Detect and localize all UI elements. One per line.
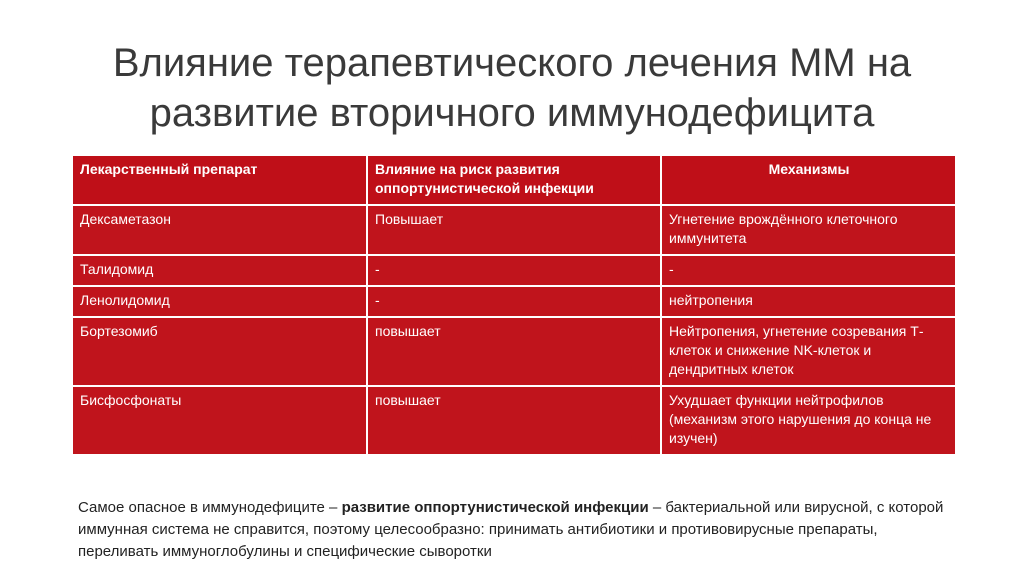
cell-drug: Ленолидомид	[72, 286, 367, 317]
table-row	[72, 255, 956, 286]
title-line-1: Влияние терапевтического лечения ММ на	[112, 41, 912, 85]
cell-drug: Дексаметазон	[72, 205, 367, 255]
cell-drug: Талидомид	[72, 255, 367, 286]
cell-effect: повышает	[367, 317, 661, 386]
cell-mechanism: Ухудшает функции нейтрофилов (механизм этого нарушения до конца не изучен)	[661, 386, 956, 455]
cell-effect: повышает	[367, 386, 661, 455]
cell-mechanism: -	[661, 255, 956, 286]
cell-effect: Повышает	[367, 205, 661, 255]
cell-mechanism: Угнетение врождённого клеточного иммунитета	[661, 205, 956, 255]
footer-part-1: Самое опасное в иммунодефиците –	[78, 499, 342, 516]
title-line-2: развитие вторичного иммунодефицита	[149, 91, 875, 135]
header-drug: Лекарственный препарат	[72, 155, 367, 205]
table-row	[72, 317, 956, 386]
slide-title	[60, 38, 964, 138]
header-risk: Влияние на риск развития оппортунистической инфекции	[367, 155, 661, 205]
cell-effect: -	[367, 286, 661, 317]
footer-bold-phrase: развитие оппортунистической инфекции	[341, 499, 649, 516]
table-row	[72, 205, 956, 255]
cell-drug: Бортезомиб	[72, 317, 367, 386]
cell-drug: Бисфосфонаты	[72, 386, 367, 455]
footer-part-2: – бактериальной или вирусной, с которой иммунная система не справится, поэтому целесообразно: принимать антибиотики и противовирусные препараты, переливать иммуноглобулины и специфические сыворотки	[78, 499, 944, 560]
table-row	[72, 286, 956, 317]
table-header-row	[72, 155, 956, 205]
cell-mechanism: Нейтропения, угнетение созревания Т-клеток и снижение NK-клеток и дендритных клеток	[661, 317, 956, 386]
table-row	[72, 386, 956, 455]
footer-note	[78, 497, 958, 563]
drug-effects-table	[71, 154, 957, 456]
cell-mechanism: нейтропения	[661, 286, 956, 317]
header-mechanisms: Механизмы	[661, 155, 956, 205]
cell-effect: -	[367, 255, 661, 286]
